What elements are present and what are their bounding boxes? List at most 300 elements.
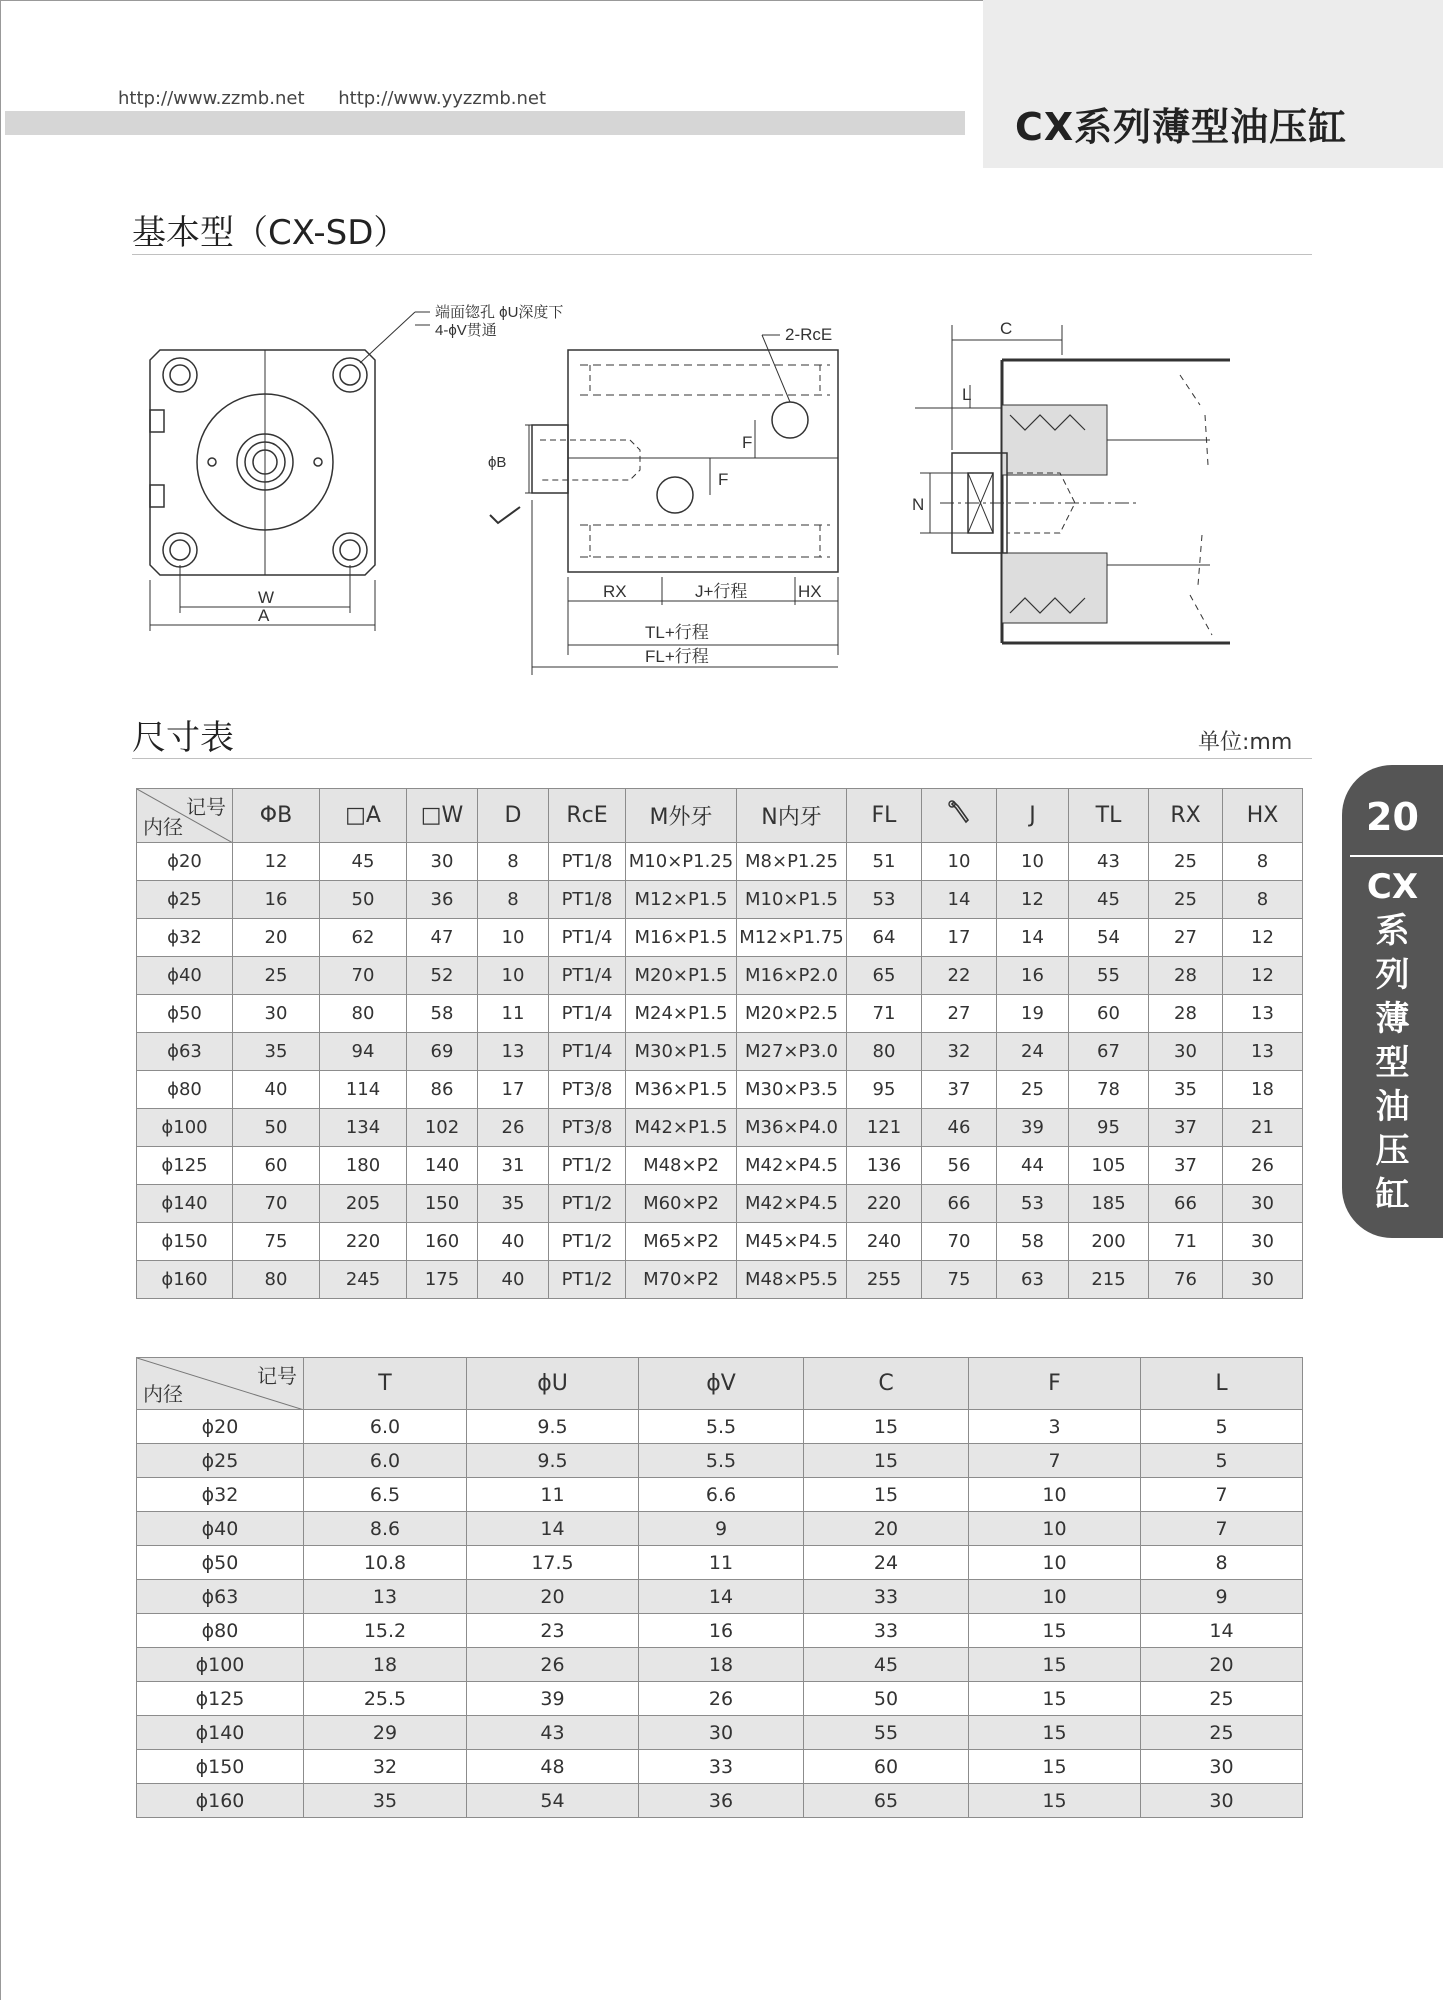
table-row	[137, 1071, 1303, 1109]
table-row	[137, 1185, 1303, 1223]
header-bar	[5, 111, 965, 135]
side-tab-text: CX 系 列 薄 型 油 压 缸	[1366, 867, 1419, 1215]
bore-size-cell: ϕ150	[137, 1750, 304, 1784]
table-cell: 66	[1149, 1185, 1223, 1223]
table-cell: 245	[320, 1261, 407, 1299]
table-cell: 30	[1223, 1185, 1303, 1223]
table-cell: 6.5	[304, 1478, 467, 1512]
bore-size-cell: ϕ140	[137, 1716, 304, 1750]
table-cell: M65×P2	[626, 1223, 737, 1261]
table-cell: PT1/8	[549, 843, 626, 881]
table-row	[137, 1478, 1303, 1512]
bore-size-cell: ϕ100	[137, 1109, 233, 1147]
table-cell: 15.2	[304, 1614, 467, 1648]
table-cell: 8	[478, 843, 549, 881]
table-cell: 37	[1149, 1109, 1223, 1147]
table-cell: 5	[1141, 1410, 1303, 1444]
table-cell: 18	[639, 1648, 804, 1682]
table-cell: 200	[1069, 1223, 1149, 1261]
table-cell: 15	[804, 1444, 969, 1478]
detail-view	[915, 325, 1230, 643]
table-cell: 24	[997, 1033, 1069, 1071]
bore-size-cell: ϕ80	[137, 1614, 304, 1648]
table-cell: 58	[407, 995, 478, 1033]
bore-size-cell: ϕ140	[137, 1185, 233, 1223]
bore-size-cell: ϕ80	[137, 1071, 233, 1109]
bore-size-cell: ϕ160	[137, 1784, 304, 1818]
table-cell: 50	[320, 881, 407, 919]
bore-size-cell: ϕ100	[137, 1648, 304, 1682]
table-corner-cell	[137, 1358, 304, 1410]
table-cell: M42×P4.5	[737, 1147, 847, 1185]
table-cell: 9	[1141, 1580, 1303, 1614]
table-cell: M20×P1.5	[626, 957, 737, 995]
table-cell: 32	[304, 1750, 467, 1784]
table-cell: 47	[407, 919, 478, 957]
table-cell: 9	[639, 1512, 804, 1546]
label-tl-stroke: TL+行程	[645, 623, 709, 642]
table-cell: 10	[969, 1512, 1141, 1546]
table-cell: 18	[1223, 1071, 1303, 1109]
column-header: M外牙	[626, 789, 737, 843]
table-row	[137, 1223, 1303, 1261]
table-cell: 35	[233, 1033, 320, 1071]
table-cell: 7	[1141, 1478, 1303, 1512]
table-cell: 105	[1069, 1147, 1149, 1185]
table-cell: 60	[1069, 995, 1149, 1033]
table-cell: 11	[639, 1546, 804, 1580]
table-cell: 30	[639, 1716, 804, 1750]
table-cell: 15	[969, 1614, 1141, 1648]
table-cell: 25.5	[304, 1682, 467, 1716]
table-cell: 5	[1141, 1444, 1303, 1478]
table-cell: M45×P4.5	[737, 1223, 847, 1261]
column-header: ϕU	[467, 1358, 639, 1410]
table-cell: 8	[478, 881, 549, 919]
table-cell: 45	[320, 843, 407, 881]
table-cell: 16	[997, 957, 1069, 995]
table-cell: 30	[407, 843, 478, 881]
table-cell: 134	[320, 1109, 407, 1147]
table-cell: 45	[804, 1648, 969, 1682]
table-header-row	[137, 1358, 1303, 1410]
side-tab-page: 20	[1366, 795, 1419, 839]
table-row	[137, 1580, 1303, 1614]
table-cell: 26	[478, 1109, 549, 1147]
table-cell: 30	[1149, 1033, 1223, 1071]
table-cell: 63	[997, 1261, 1069, 1299]
table-cell: 60	[233, 1147, 320, 1185]
table-cell: 33	[804, 1614, 969, 1648]
table-cell: 175	[407, 1261, 478, 1299]
table-cell: 185	[1069, 1185, 1149, 1223]
table-cell: 13	[1223, 995, 1303, 1033]
table-cell: 17.5	[467, 1546, 639, 1580]
table-cell: 10.8	[304, 1546, 467, 1580]
column-header: J	[997, 789, 1069, 843]
table-cell: 14	[922, 881, 997, 919]
table-cell: 45	[1069, 881, 1149, 919]
table-cell: 64	[847, 919, 922, 957]
table-row	[137, 1716, 1303, 1750]
table-row	[137, 843, 1303, 881]
table-cell: 54	[467, 1784, 639, 1818]
table-cell: M36×P1.5	[626, 1071, 737, 1109]
table-cell: PT1/8	[549, 881, 626, 919]
table-cell: 160	[407, 1223, 478, 1261]
table-cell: 55	[804, 1716, 969, 1750]
wrench-icon	[922, 789, 997, 843]
label-hx: HX	[798, 582, 822, 601]
table-row	[137, 957, 1303, 995]
table-cell: 180	[320, 1147, 407, 1185]
table-cell: 43	[1069, 843, 1149, 881]
column-header: D	[478, 789, 549, 843]
table-cell: 95	[847, 1071, 922, 1109]
table-row	[137, 1109, 1303, 1147]
table-cell: 205	[320, 1185, 407, 1223]
table-cell: 114	[320, 1071, 407, 1109]
table-cell: 8	[1223, 843, 1303, 881]
unit-label: 单位:mm	[1198, 730, 1293, 755]
table-cell: 76	[1149, 1261, 1223, 1299]
column-header: F	[969, 1358, 1141, 1410]
table-cell: 75	[922, 1261, 997, 1299]
table-cell: 7	[1141, 1512, 1303, 1546]
table-cell: 39	[997, 1109, 1069, 1147]
table-cell: 30	[1141, 1784, 1303, 1818]
table-cell: M42×P4.5	[737, 1185, 847, 1223]
table-cell: 22	[922, 957, 997, 995]
label-fl-stroke: FL+行程	[645, 647, 709, 666]
corner-label-top: 记号	[257, 1364, 297, 1388]
side-tab-divider	[1350, 855, 1443, 857]
table-row	[137, 1546, 1303, 1580]
table-row	[137, 1682, 1303, 1716]
url-link-2[interactable]: http://www.yyzzmb.net	[338, 88, 547, 109]
table-row	[137, 995, 1303, 1033]
table-cell: 7	[969, 1444, 1141, 1478]
front-view	[150, 312, 430, 631]
header-urls	[118, 88, 570, 109]
column-header: RcE	[549, 789, 626, 843]
bore-size-cell: ϕ40	[137, 957, 233, 995]
table-cell: 80	[233, 1261, 320, 1299]
table-cell: 28	[1149, 957, 1223, 995]
table-cell: 18	[304, 1648, 467, 1682]
table-cell: 16	[233, 881, 320, 919]
table-cell: 30	[233, 995, 320, 1033]
table-cell: 15	[969, 1716, 1141, 1750]
table-cell: M10×P1.5	[737, 881, 847, 919]
table-cell: 37	[1149, 1147, 1223, 1185]
table-cell: 11	[478, 995, 549, 1033]
table-cell: 220	[320, 1223, 407, 1261]
label-w: W	[258, 588, 275, 607]
table-cell: 15	[969, 1648, 1141, 1682]
column-header: TL	[1069, 789, 1149, 843]
table-cell: 26	[467, 1648, 639, 1682]
table-cell: M27×P3.0	[737, 1033, 847, 1071]
bore-size-cell: ϕ32	[137, 919, 233, 957]
dimension-table-2	[136, 1357, 1303, 1818]
table-cell: 13	[1223, 1033, 1303, 1071]
table-cell: 8.6	[304, 1512, 467, 1546]
table-cell: 80	[320, 995, 407, 1033]
table-cell: 17	[922, 919, 997, 957]
label-rx: RX	[603, 582, 627, 601]
table-cell: 6.0	[304, 1444, 467, 1478]
table-cell: 26	[1223, 1147, 1303, 1185]
table-cell: 15	[969, 1750, 1141, 1784]
table-cell: 43	[467, 1716, 639, 1750]
table-cell: PT1/2	[549, 1261, 626, 1299]
dimension-table-1	[136, 788, 1303, 1299]
table-cell: 36	[407, 881, 478, 919]
table-cell: 35	[478, 1185, 549, 1223]
table-cell: 56	[922, 1147, 997, 1185]
table-cell: 21	[1223, 1109, 1303, 1147]
table-cell: 15	[969, 1682, 1141, 1716]
table-cell: 14	[1141, 1614, 1303, 1648]
table-cell: 14	[639, 1580, 804, 1614]
table-cell: 46	[922, 1109, 997, 1147]
table-cell: 10	[478, 919, 549, 957]
table-cell: 12	[233, 843, 320, 881]
table-cell: 16	[639, 1614, 804, 1648]
table-cell: 65	[804, 1784, 969, 1818]
label-f1: F	[742, 433, 753, 452]
table-cell: M12×P1.5	[626, 881, 737, 919]
label-f2: F	[718, 470, 729, 489]
table-cell: 40	[233, 1071, 320, 1109]
table-cell: PT3/8	[549, 1109, 626, 1147]
table-cell: PT1/2	[549, 1223, 626, 1261]
table-cell: M30×P1.5	[626, 1033, 737, 1071]
table-cell: 121	[847, 1109, 922, 1147]
table-cell: 13	[304, 1580, 467, 1614]
table-cell: PT1/4	[549, 995, 626, 1033]
column-header: □W	[407, 789, 478, 843]
table-cell: 8	[1141, 1546, 1303, 1580]
table-cell: PT1/2	[549, 1147, 626, 1185]
table-cell: 9.5	[467, 1444, 639, 1478]
bore-size-cell: ϕ32	[137, 1478, 304, 1512]
bore-size-cell: ϕ50	[137, 995, 233, 1033]
table-cell: 14	[467, 1512, 639, 1546]
table-cell: 50	[233, 1109, 320, 1147]
table-cell: 10	[997, 843, 1069, 881]
table-cell: 12	[997, 881, 1069, 919]
table-cell: 20	[467, 1580, 639, 1614]
section-title-basic: 基本型（CX-SD）	[132, 213, 408, 253]
table-cell: 215	[1069, 1261, 1149, 1299]
bore-size-cell: ϕ160	[137, 1261, 233, 1299]
bore-size-cell: ϕ40	[137, 1512, 304, 1546]
table-cell: 20	[804, 1512, 969, 1546]
table-cell: 15	[969, 1784, 1141, 1818]
table-row	[137, 1261, 1303, 1299]
label-l: L	[962, 385, 972, 404]
table-row	[137, 1033, 1303, 1071]
table-cell: 80	[847, 1033, 922, 1071]
table-cell: 24	[804, 1546, 969, 1580]
table-cell: 25	[1141, 1716, 1303, 1750]
table-cell: 27	[922, 995, 997, 1033]
table-cell: 32	[922, 1033, 997, 1071]
column-header: RX	[1149, 789, 1223, 843]
table-cell: 3	[969, 1410, 1141, 1444]
table-cell: 58	[997, 1223, 1069, 1261]
table-cell: 20	[1141, 1648, 1303, 1682]
table-cell: 29	[304, 1716, 467, 1750]
table-cell: 25	[1149, 843, 1223, 881]
table-cell: 14	[997, 919, 1069, 957]
table-cell: 10	[922, 843, 997, 881]
table-cell: M16×P2.0	[737, 957, 847, 995]
table-cell: 51	[847, 843, 922, 881]
table-cell: 23	[467, 1614, 639, 1648]
table-cell: 78	[1069, 1071, 1149, 1109]
table-row	[137, 919, 1303, 957]
table-cell: 9.5	[467, 1410, 639, 1444]
side-tab	[1342, 765, 1443, 1238]
bore-size-cell: ϕ63	[137, 1580, 304, 1614]
label-a: A	[258, 606, 270, 625]
table-cell: 33	[804, 1580, 969, 1614]
table-cell: M48×P5.5	[737, 1261, 847, 1299]
table-cell: 31	[478, 1147, 549, 1185]
label-c: C	[1000, 319, 1013, 338]
table-cell: 62	[320, 919, 407, 957]
page-title: CX系列薄型油压缸	[1015, 105, 1348, 149]
table-cell: PT1/4	[549, 957, 626, 995]
bore-size-cell: ϕ125	[137, 1682, 304, 1716]
table-cell: PT1/4	[549, 919, 626, 957]
table-cell: M60×P2	[626, 1185, 737, 1223]
table-cell: 66	[922, 1185, 997, 1223]
table-cell: 70	[922, 1223, 997, 1261]
table-corner-cell	[137, 789, 233, 843]
table-cell: 10	[478, 957, 549, 995]
table-cell: 65	[847, 957, 922, 995]
table-cell: 10	[969, 1546, 1141, 1580]
table-cell: 50	[804, 1682, 969, 1716]
table-cell: 17	[478, 1071, 549, 1109]
table-cell: 25	[997, 1071, 1069, 1109]
cylinder-drawing	[140, 295, 1240, 705]
table-cell: 255	[847, 1261, 922, 1299]
table-cell: 67	[1069, 1033, 1149, 1071]
url-link-1[interactable]: http://www.zzmb.net	[118, 88, 305, 109]
label-phi-b: ϕB	[488, 454, 507, 471]
bore-size-cell: ϕ150	[137, 1223, 233, 1261]
corner-label-top: 记号	[186, 795, 226, 819]
table-row	[137, 1147, 1303, 1185]
table-cell: 150	[407, 1185, 478, 1223]
table-cell: 140	[407, 1147, 478, 1185]
table-cell: 71	[847, 995, 922, 1033]
table-cell: M70×P2	[626, 1261, 737, 1299]
table-cell: 37	[922, 1071, 997, 1109]
table-cell: 6.6	[639, 1478, 804, 1512]
table-cell: M24×P1.5	[626, 995, 737, 1033]
bore-size-cell: ϕ50	[137, 1546, 304, 1580]
table-cell: 102	[407, 1109, 478, 1147]
table-cell: 71	[1149, 1223, 1223, 1261]
table-cell: 35	[304, 1784, 467, 1818]
table-row	[137, 1444, 1303, 1478]
column-header: □A	[320, 789, 407, 843]
table-cell: 39	[467, 1682, 639, 1716]
table-row	[137, 881, 1303, 919]
table-cell: 15	[804, 1478, 969, 1512]
table-cell: PT1/4	[549, 1033, 626, 1071]
table-cell: M20×P2.5	[737, 995, 847, 1033]
table-cell: 44	[997, 1147, 1069, 1185]
column-header: T	[304, 1358, 467, 1410]
column-header: ΦB	[233, 789, 320, 843]
table-row	[137, 1512, 1303, 1546]
table-cell: 94	[320, 1033, 407, 1071]
table-row	[137, 1784, 1303, 1818]
table-cell: 19	[997, 995, 1069, 1033]
label-rce: 2-RcE	[785, 325, 833, 344]
table-row	[137, 1614, 1303, 1648]
table-cell: 95	[1069, 1109, 1149, 1147]
table-row	[137, 1410, 1303, 1444]
table-cell: 70	[233, 1185, 320, 1223]
table-cell: 53	[847, 881, 922, 919]
table-cell: 240	[847, 1223, 922, 1261]
table-cell: PT3/8	[549, 1071, 626, 1109]
column-header: N内牙	[737, 789, 847, 843]
table-cell: 10	[969, 1580, 1141, 1614]
table-cell: 8	[1223, 881, 1303, 919]
table-cell: M16×P1.5	[626, 919, 737, 957]
table-cell: 30	[1223, 1223, 1303, 1261]
section-title-dims: 尺寸表	[132, 718, 234, 758]
table-cell: M36×P4.0	[737, 1109, 847, 1147]
table-row	[137, 1750, 1303, 1784]
label-n: N	[912, 495, 925, 514]
table-cell: 33	[639, 1750, 804, 1784]
table-cell: M8×P1.25	[737, 843, 847, 881]
table-cell: 11	[467, 1478, 639, 1512]
table-cell: 40	[478, 1223, 549, 1261]
bore-size-cell: ϕ25	[137, 881, 233, 919]
section-rule-basic	[132, 254, 1312, 255]
table-cell: 27	[1149, 919, 1223, 957]
column-header: HX	[1223, 789, 1303, 843]
column-header: L	[1141, 1358, 1303, 1410]
table-header-row	[137, 789, 1303, 843]
corner-label-bottom: 内径	[143, 815, 183, 839]
table-cell: 69	[407, 1033, 478, 1071]
table-cell: 10	[969, 1478, 1141, 1512]
table-cell: M42×P1.5	[626, 1109, 737, 1147]
corner-label-bottom: 内径	[143, 1382, 183, 1406]
table-cell: 15	[804, 1410, 969, 1444]
bore-size-cell: ϕ25	[137, 1444, 304, 1478]
bore-size-cell: ϕ20	[137, 843, 233, 881]
table-cell: 13	[478, 1033, 549, 1071]
table-cell: 55	[1069, 957, 1149, 995]
table-row	[137, 1648, 1303, 1682]
table-cell: 220	[847, 1185, 922, 1223]
table-cell: 60	[804, 1750, 969, 1784]
table-cell: 26	[639, 1682, 804, 1716]
